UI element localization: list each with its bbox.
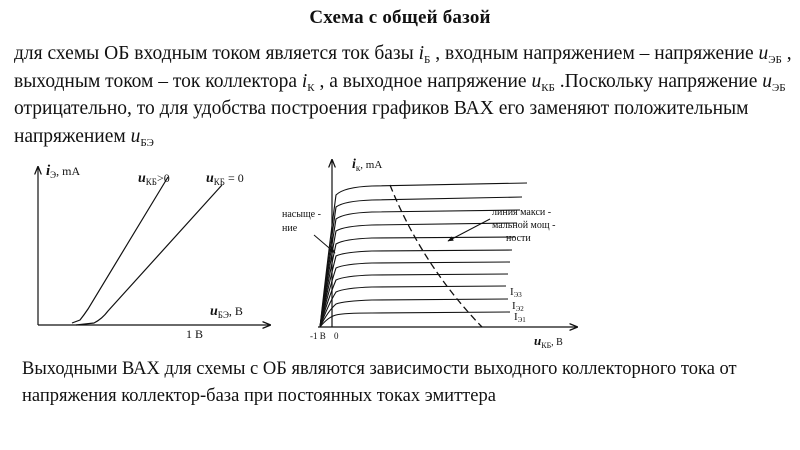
y-axis-var: i	[46, 163, 51, 179]
y-axis-unit: , mA	[360, 159, 383, 171]
curve1-sub: КБ	[145, 177, 157, 187]
output-curve-ie1	[320, 312, 510, 327]
var-subscript: Б	[424, 54, 431, 66]
y-axis-sub: Э	[50, 170, 57, 180]
ie3-var: I	[510, 286, 514, 298]
paragraph-text: для схемы ОБ входным током является ток базы	[14, 43, 419, 64]
curve1-label	[138, 171, 170, 187]
var-subscript: БЭ	[140, 136, 154, 149]
x-neg-tick-label: -1 В	[310, 331, 326, 341]
curve2-var: u	[206, 171, 214, 186]
var-symbol: u	[130, 125, 141, 147]
slide-title: Схема с общей базой	[309, 7, 491, 28]
y-axis-sub: к	[355, 163, 361, 173]
x-axis-sub: КБ	[541, 341, 552, 350]
output-curve	[320, 210, 520, 327]
y-axis-label	[46, 163, 80, 180]
paragraph-text: , входным напряжением – напряжение	[430, 43, 759, 64]
ie1-var: I	[514, 311, 518, 323]
x-axis-sub: БЭ	[217, 310, 229, 320]
curve1-var: u	[138, 171, 146, 186]
curve2-cond: = 0	[224, 171, 244, 185]
y-axis-var: i	[352, 157, 356, 172]
curve-ukb-positive	[72, 177, 168, 323]
var-subscript: ЭБ	[768, 54, 782, 66]
ie2-var: I	[512, 300, 516, 312]
output-curve	[320, 262, 510, 327]
x-zero-tick-label: 0	[334, 331, 339, 341]
paragraph-text: .Поскольку напряжение	[554, 70, 763, 92]
input-characteristics-graph	[0, 155, 290, 345]
var-symbol: i	[301, 70, 308, 92]
x-axis-var: u	[210, 304, 218, 319]
ie3-sub: Э3	[513, 291, 522, 299]
ie1-sub: Э1	[517, 316, 526, 324]
max-power-label-line1: линия макси -	[492, 207, 552, 218]
conclusion-paragraph: Выходными ВАХ для схемы с ОБ являются зависимости выходного коллекторного тока от напряжения коллектор-база при постоянных токах эмиттера	[22, 359, 737, 406]
var-subscript: К	[307, 81, 315, 94]
paragraph-text: , выходным током – ток коллектора	[14, 43, 792, 92]
x-axis-unit: , В	[551, 337, 563, 348]
saturation-label-line1: насыще -	[282, 209, 321, 220]
x-axis-var: u	[534, 333, 542, 348]
x-tick-label: 1 В	[186, 327, 204, 341]
x-axis-label	[210, 304, 243, 320]
ie3-label	[510, 286, 522, 299]
var-symbol: u	[758, 43, 769, 64]
paragraph-text: , а выходное напряжение	[314, 70, 532, 92]
output-curve	[320, 274, 508, 327]
curve1-cond: >0	[156, 171, 170, 185]
var-subscript: КБ	[541, 81, 555, 94]
y-axis-label	[352, 157, 382, 173]
var-symbol: u	[531, 70, 542, 92]
x-axis-unit: , В	[228, 304, 243, 318]
max-power-line	[390, 185, 482, 327]
max-power-label-line2: мальной мощ -	[492, 220, 556, 231]
output-characteristics-graph	[272, 155, 592, 350]
curve2-sub: КБ	[213, 177, 225, 187]
var-symbol: i	[418, 43, 425, 64]
ie2-sub: Э2	[515, 305, 524, 313]
curve-ukb-zero	[76, 185, 222, 325]
intro-paragraph	[14, 40, 794, 150]
var-subscript: ЭБ	[772, 81, 786, 94]
max-power-label-line3: ности	[506, 233, 531, 244]
output-curve-ie3	[320, 286, 506, 327]
paragraph-text: отрицательно, то для удобства построения графиков ВАХ его заменяют положительным напряжением	[14, 98, 749, 147]
saturation-label-line2: ние	[282, 223, 298, 234]
y-axis-unit: , mA	[56, 164, 81, 178]
x-axis-label	[534, 333, 563, 350]
var-symbol: u	[762, 70, 773, 92]
output-curve	[320, 183, 527, 327]
curve2-label	[206, 171, 244, 187]
